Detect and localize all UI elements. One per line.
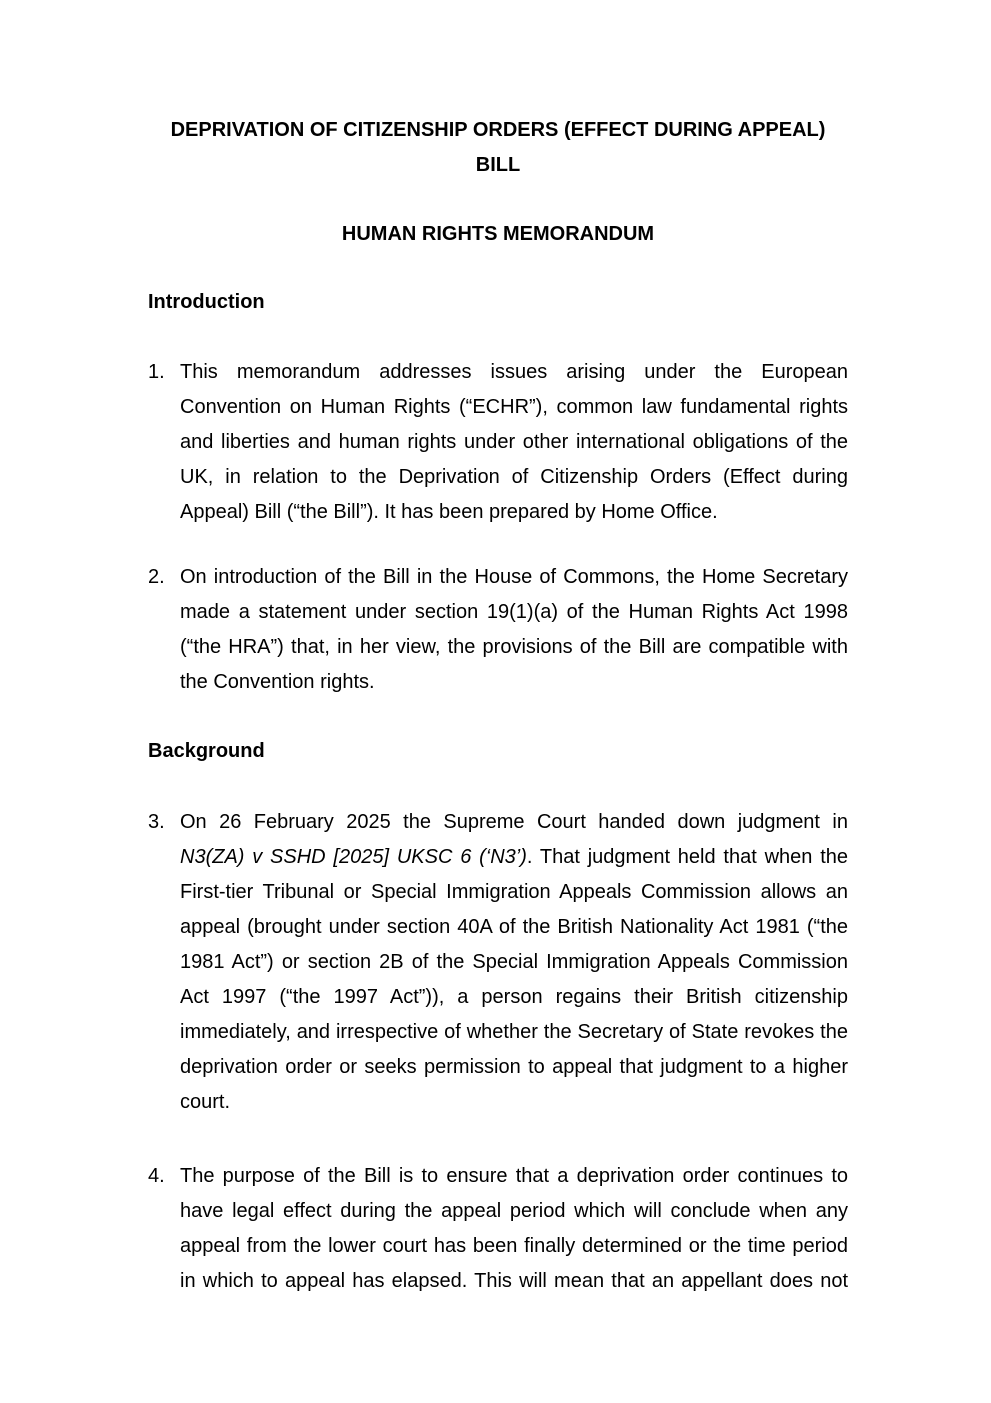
paragraph-2 xyxy=(148,560,848,700)
section-heading-introduction: Introduction xyxy=(148,291,265,313)
paragraph-4-number: 4. xyxy=(148,1165,165,1187)
paragraph-3-text xyxy=(180,805,848,1120)
document-subtitle: HUMAN RIGHTS MEMORANDUM xyxy=(341,223,655,245)
paragraph-2-number: 2. xyxy=(148,566,165,588)
paragraph-2-text: On introduction of the Bill in the House of Commons, the Home Secretary made a statement under section 19(1)(a) of the Human Rights Act 1998 (“the HRA”) that, in her view, the provisions of the Bill are compatible with the Convention rights. xyxy=(180,566,848,693)
document-title xyxy=(148,113,848,183)
paragraph-3-text-after-citation: . That judgment held that when the First-tier Tribunal or Special Immigration Appeals Commission allows an appeal (brought under section 40A of the British Nationality Act 1981 (“the 1981 Act”) or section 2B of the Special Immigration Appeals Commission Act 1997 (“the 1997 Act”)), a person regains their British citizenship immediately, and irrespective of whether the Secretary of State revokes the deprivation order or seeks permission to appeal that judgment to a higher court. xyxy=(180,846,848,1113)
paragraph-4-text: The purpose of the Bill is to ensure that a deprivation order continues to have legal effect during the appeal period which will conclude when any appeal from the lower court has been finally determined or the time period in which to appeal has elapsed. This will mean that an appellant does not xyxy=(180,1165,848,1292)
document-title-line2: BILL xyxy=(475,154,521,176)
paragraph-3-number: 3. xyxy=(148,811,165,833)
case-citation: N3(ZA) v SSHD [2025] UKSC 6 (‘N3’) xyxy=(180,846,527,868)
document-title-line1: DEPRIVATION OF CITIZENSHIP ORDERS (EFFECT DURING APPEAL) xyxy=(170,119,826,141)
paragraph-1-number: 1. xyxy=(148,361,165,383)
paragraph-4 xyxy=(148,1159,848,1299)
paragraph-3-text-before-citation: On 26 February 2025 the Supreme Court handed down judgment in xyxy=(180,811,848,833)
section-heading-background: Background xyxy=(148,740,265,762)
paragraph-1 xyxy=(148,355,848,530)
paragraph-1-text: This memorandum addresses issues arising under the European Convention on Human Rights (“ECHR”), common law fundamental rights and liberties and human rights under other international obligations of the UK, in relation to the Deprivation of Citizenship Orders (Effect during Appeal) Bill (“the Bill”). It has been prepared by Home Office. xyxy=(180,361,848,523)
paragraph-3 xyxy=(148,805,848,1120)
